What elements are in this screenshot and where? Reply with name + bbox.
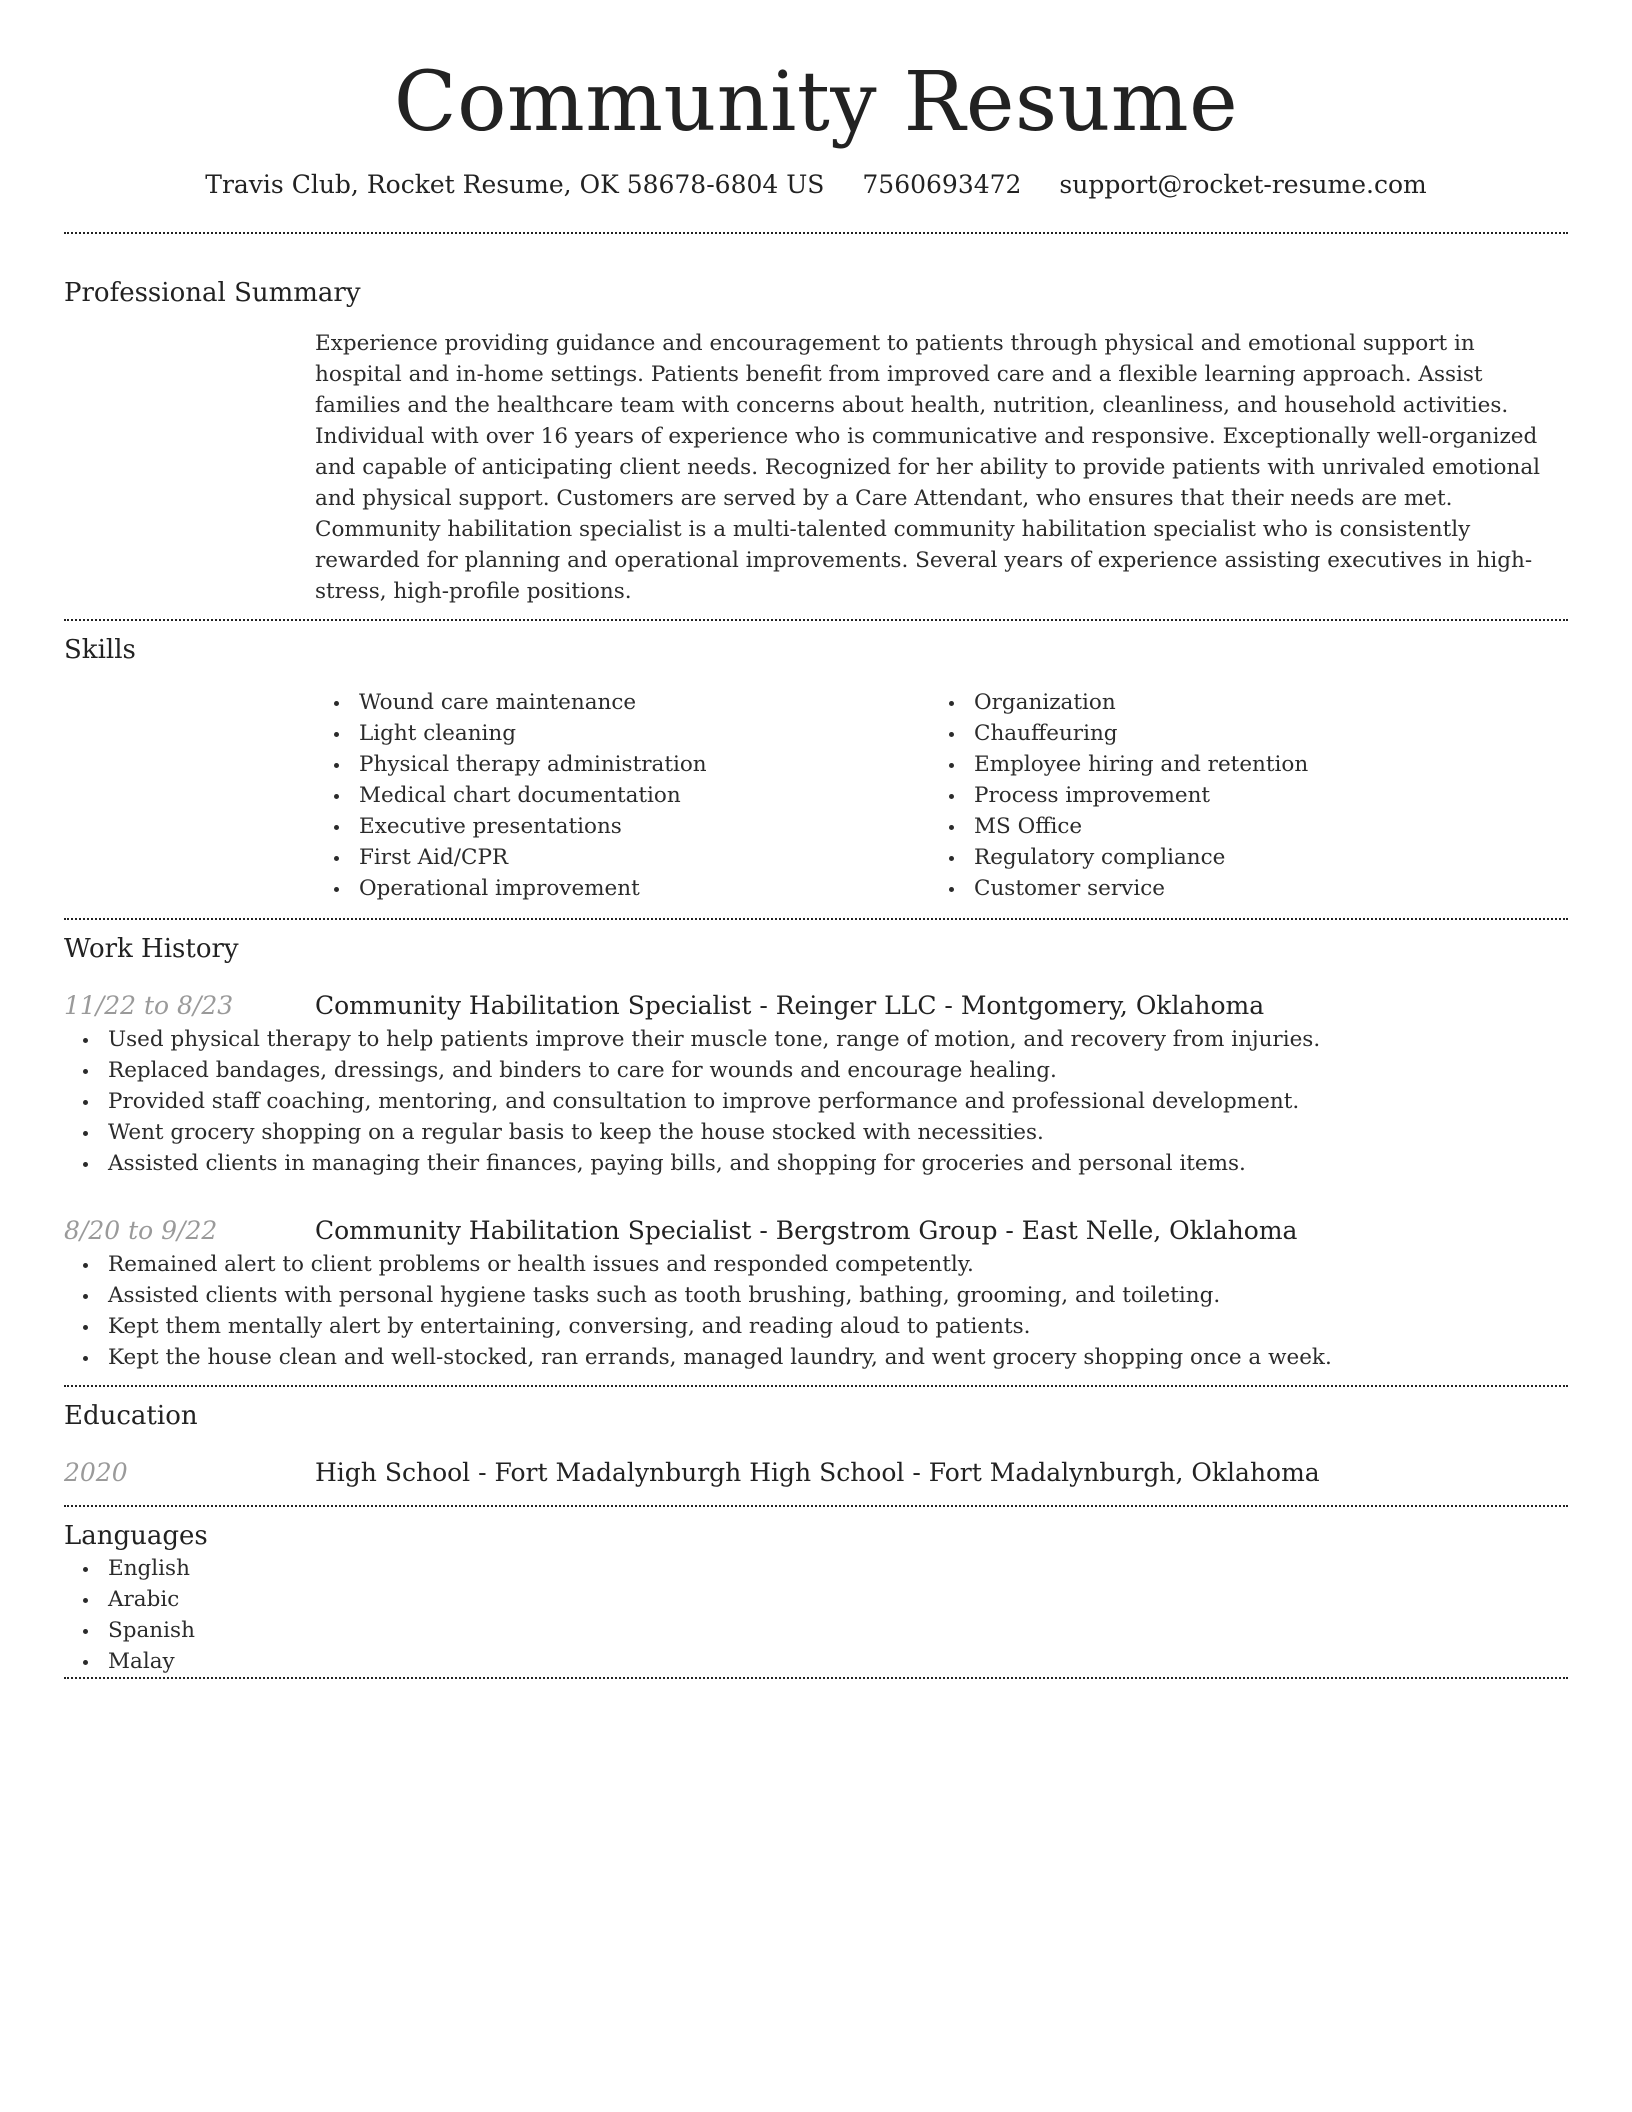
skill-item: First Aid/CPR xyxy=(315,842,930,873)
resume-name: Community Resume xyxy=(393,55,1239,150)
job-duty: Used physical therapy to help patients improve their muscle tone, range of motion, and recovery from injuries. xyxy=(64,1024,1568,1055)
contact-line xyxy=(64,168,1568,202)
job-dates: 8/20 to 9/22 xyxy=(64,1216,218,1245)
skill-item: Organization xyxy=(930,687,1545,718)
skill-item: Physical therapy administration xyxy=(315,749,930,780)
section-divider xyxy=(64,1385,1568,1387)
languages-list xyxy=(64,1553,1568,1677)
contact-phone: 7560693472 xyxy=(862,170,1022,199)
language-item: Arabic xyxy=(64,1584,1568,1615)
contact-email: support@rocket-resume.com xyxy=(1059,170,1427,199)
summary-heading: Professional Summary xyxy=(64,278,361,308)
job-duty: Assisted clients with personal hygiene tasks such as tooth brushing, bathing, grooming, and toileting. xyxy=(64,1280,1568,1311)
skill-item: Chauffeuring xyxy=(930,718,1545,749)
section-divider xyxy=(64,232,1568,234)
skill-item: Executive presentations xyxy=(315,811,930,842)
job-duty: Provided staff coaching, mentoring, and consultation to improve performance and professional development. xyxy=(64,1086,1568,1117)
resume-page xyxy=(64,0,1568,1679)
section-divider xyxy=(64,1505,1568,1507)
language-item: English xyxy=(64,1553,1568,1584)
section-divider xyxy=(64,918,1568,920)
job-heading: Community Habilitation Specialist - Bergstrom Group - East Nelle, Oklahoma xyxy=(315,1216,1298,1245)
contact-address: Travis Club, Rocket Resume, OK 58678-6804 US xyxy=(205,170,825,199)
job-duty: Replaced bandages, dressings, and binders to care for wounds and encourage healing. xyxy=(64,1055,1568,1086)
language-item: Spanish xyxy=(64,1615,1568,1646)
skills-list-right xyxy=(930,687,1545,904)
job-duties xyxy=(64,1024,1568,1179)
job-duties xyxy=(64,1249,1568,1373)
skill-item: MS Office xyxy=(930,811,1545,842)
skills-heading: Skills xyxy=(64,635,136,665)
job-duty: Kept them mentally alert by entertaining, conversing, and reading aloud to patients. xyxy=(64,1311,1568,1342)
job-duty: Went grocery shopping on a regular basis to keep the house stocked with necessities. xyxy=(64,1117,1568,1148)
skill-item: Employee hiring and retention xyxy=(930,749,1545,780)
skills-list-left xyxy=(315,687,930,904)
education-year: 2020 xyxy=(64,1458,128,1487)
skill-item: Light cleaning xyxy=(315,718,930,749)
skill-item: Process improvement xyxy=(930,780,1545,811)
skill-item: Wound care maintenance xyxy=(315,687,930,718)
skills-grid xyxy=(315,687,1568,904)
summary-text: Experience providing guidance and encouragement to patients through physical and emotional support in hospital and in-home settings. Patients benefit from improved care and a flexible learning approach. Assist families and the healthcare team with concerns about health, nutrition, cleanliness, and household activities. Individual with over 16 years of experience who is communicative and responsive. Exceptionally well-organized and capable of anticipating client needs. Recognized for her ability to provide patients with unrivaled emotional and physical support. Customers are served by a Care Attendant, who ensures that their needs are met. Community habilitation specialist is a multi-talented community habilitation specialist who is consistently rewarded for planning and operational improvements. Several years of experience assisting executives in high-stress, high-profile positions. xyxy=(315,331,1541,604)
education-entry xyxy=(64,1455,1568,1491)
skill-item: Customer service xyxy=(930,873,1545,904)
job-heading: Community Habilitation Specialist - Reinger LLC - Montgomery, Oklahoma xyxy=(315,991,1265,1020)
job-entry xyxy=(64,988,1568,1179)
section-divider xyxy=(64,619,1568,621)
section-divider xyxy=(64,1677,1568,1679)
job-entry xyxy=(64,1213,1568,1373)
job-duty: Assisted clients in managing their finances, paying bills, and shopping for groceries and personal items. xyxy=(64,1148,1568,1179)
work-history-heading: Work History xyxy=(64,934,239,964)
education-heading-line: High School - Fort Madalynburgh High School - Fort Madalynburgh, Oklahoma xyxy=(315,1458,1320,1487)
language-item: Malay xyxy=(64,1646,1568,1677)
languages-heading: Languages xyxy=(64,1521,208,1551)
education-heading: Education xyxy=(64,1401,198,1431)
skill-item: Operational improvement xyxy=(315,873,930,904)
skill-item: Medical chart documentation xyxy=(315,780,930,811)
job-duty: Kept the house clean and well-stocked, ran errands, managed laundry, and went grocery shopping once a week. xyxy=(64,1342,1568,1373)
job-dates: 11/22 to 8/23 xyxy=(64,991,234,1020)
job-duty: Remained alert to client problems or health issues and responded competently. xyxy=(64,1249,1568,1280)
skill-item: Regulatory compliance xyxy=(930,842,1545,873)
